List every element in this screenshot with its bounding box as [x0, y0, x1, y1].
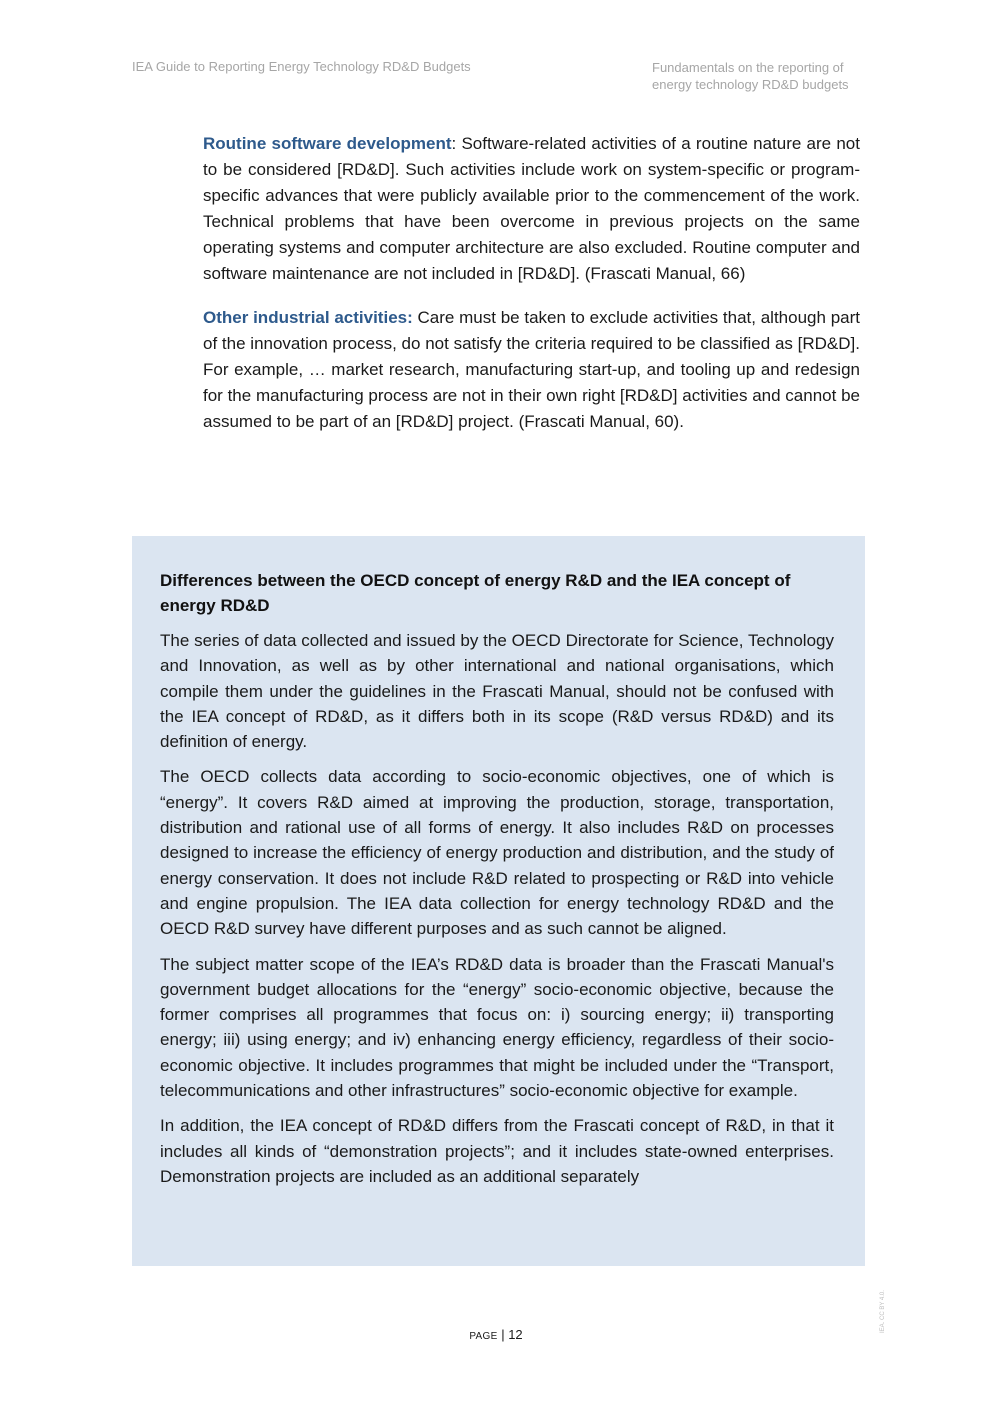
quote-term: Routine software development [203, 134, 452, 153]
running-header-section-line-1: Fundamentals on the reporting of [652, 60, 844, 75]
running-header-section [652, 59, 882, 93]
info-box-paragraph: In addition, the IEA concept of RD&D differs from the Frascati concept of R&D, in that it includes all kinds of “demonstration projects”; and it includes state-owned enterprises. Demonstration projects are included as an additional separately [160, 1116, 834, 1186]
page-separator: | [497, 1327, 509, 1342]
quote-paragraph-industrial-activities [203, 305, 860, 435]
frascati-quote-block [203, 131, 860, 453]
running-header-title: IEA Guide to Reporting Energy Technology RD&D Budgets [132, 59, 471, 74]
info-box-title: Differences between the OECD concept of energy R&D and the IEA concept of energy RD&D [160, 571, 791, 615]
info-box-paragraph: The series of data collected and issued by the OECD Directorate for Science, Technology and Innovation, as well as by other international and national organisations, which compile them under the guidelines in the Frascati Manual, should not be confused with the IEA concept of RD&D, as it differs both in its scope (R&D versus RD&D) and its definition of energy. [160, 631, 834, 752]
page-number: 12 [508, 1327, 523, 1342]
info-box-paragraph: The OECD collects data according to socio-economic objectives, one of which is “energy”. It covers R&D aimed at improving the production, storage, transportation, distribution and rational use of all forms of energy. It also includes R&D on processes designed to increase the efficiency of energy production and distribution, and the study of energy conservation. It does not include R&D related to prospecting or R&D into vehicle and engine propulsion. The IEA data collection for energy technology RD&D and the OECD R&D survey have different purposes and as such cannot be aligned. [160, 767, 834, 939]
quote-term: Other industrial activities: [203, 308, 413, 327]
info-box-oecd-vs-iea [132, 536, 865, 1266]
quote-paragraph-routine-software [203, 131, 860, 287]
page-footer [0, 1327, 992, 1342]
quote-text: : Software-related activities of a routine nature are not to be considered [RD&D]. Such activities include work on system-specific or program-specific advances that were publicly available prior to the commencement of the work. Technical problems that have been overcome in previous projects on the same operating systems and computer architecture are also excluded. Routine computer and software maintenance are not included in [RD&D]. (Frascati Manual, 66) [203, 134, 860, 283]
page-label: PAGE [469, 1331, 498, 1342]
license-watermark: IEA. CC BY 4.0. [880, 1290, 886, 1333]
info-box-paragraph: The subject matter scope of the IEA’s RD&D data is broader than the Frascati Manual's government budget allocations for the “energy” socio-economic objective, because the former comprises all programmes that focus on: i) sourcing energy; ii) transporting energy; iii) using energy; and iv) enhancing energy efficiency, regardless of their socio-economic objective. It includes programmes that might be included under the “Transport, telecommunications and other infrastructures” socio-economic objective for example. [160, 954, 834, 1101]
quote-text: Care must be taken to exclude activities that, although part of the innovation process, do not satisfy the criteria required to be classified as [RD&D]. For example, … market research, manufacturing start-up, and tooling up and redesign for the manufacturing process are not in their own right [RD&D] activities and cannot be assumed to be part of an [RD&D] project. (Frascati Manual, 60). [203, 308, 860, 431]
running-header-section-line-2: energy technology RD&D budgets [652, 77, 849, 92]
